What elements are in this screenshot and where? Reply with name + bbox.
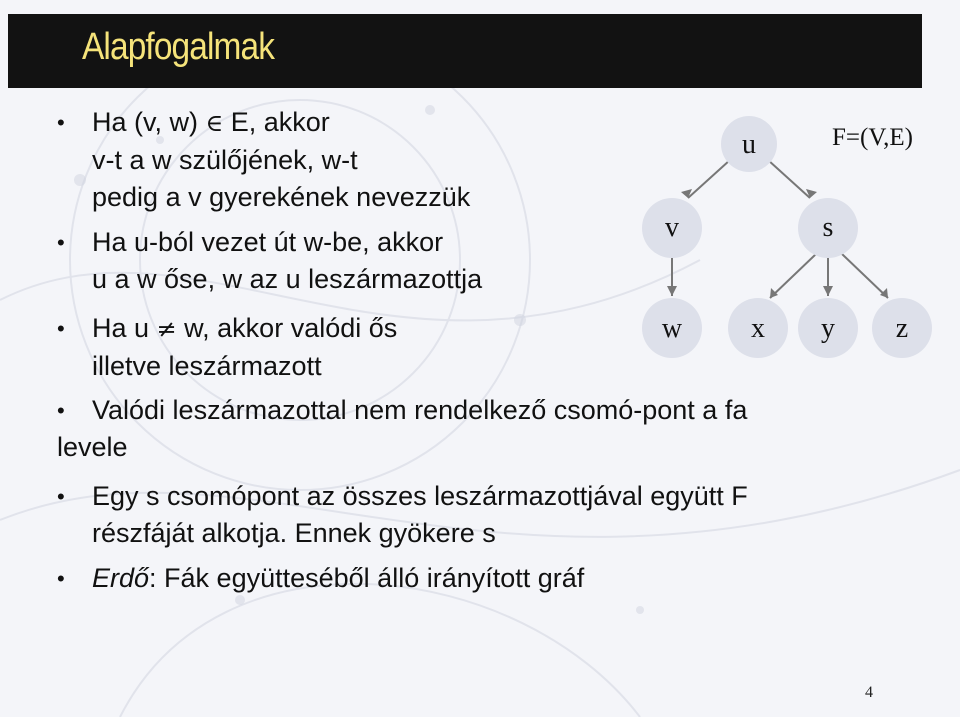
node-label-x: x [751, 313, 765, 344]
text-fragment: E, akkor [223, 107, 330, 137]
slide-title: Alapfogalmak [82, 26, 275, 68]
element-of-symbol: ∈ [205, 109, 224, 137]
bullet-line: Ha u-ból vezet út w-be, akkor [92, 227, 444, 257]
bullet-item [57, 310, 398, 385]
bullet-line: részfáját alkotja. Ennek gyökere s [92, 518, 496, 548]
edge-s-z [842, 254, 888, 298]
edge-s-x [770, 254, 816, 298]
bullet-line: levele [57, 432, 128, 462]
text-fragment: Ha u [92, 313, 157, 343]
bullet-item [57, 560, 585, 597]
bullet-item [57, 392, 748, 466]
bullet-item [57, 478, 748, 552]
page-number: 4 [865, 684, 873, 701]
bullet-dot-icon: • [57, 566, 65, 591]
arrowheads [667, 189, 888, 298]
graph-label: F=(V,E) [832, 124, 914, 151]
bullet-line: v-t a w szülőjének, w-t [92, 145, 358, 175]
bullet-item [57, 224, 483, 298]
bullet-dot-icon: • [57, 110, 65, 135]
tree-diagram [620, 112, 950, 382]
bullet-item [57, 104, 471, 216]
node-label-u: u [742, 129, 756, 160]
bullet-dot-icon: • [57, 484, 65, 509]
title-bar [8, 14, 922, 88]
text-fragment: : Fák együtteséből álló irányított gráf [149, 563, 585, 593]
node-label-w: w [661, 313, 683, 344]
node-label-s: s [822, 212, 834, 243]
bullet-dot-icon: • [57, 398, 65, 423]
nodes [642, 116, 932, 358]
bullet-line: pedig a v gyerekének nevezzük [92, 182, 471, 212]
edge-u-v [688, 160, 730, 198]
bullet-line: u a w őse, w az u leszármazottja [92, 264, 483, 294]
term-erdo: Erdő [92, 563, 150, 593]
text-fragment: w, akkor valódi ős [176, 313, 398, 343]
bullet-line: Valódi leszármazottal nem rendelkező csomó-pont a fa [92, 395, 748, 425]
text-fragment: Ha (v, w) [92, 107, 206, 137]
not-equal-symbol: ≠ [156, 315, 177, 343]
node-label-y: y [821, 313, 835, 344]
edge-u-s [768, 160, 810, 198]
bullet-dot-icon: • [57, 316, 65, 341]
bullet-dot-icon: • [57, 230, 65, 255]
node-label-v: v [665, 212, 679, 243]
node-label-z: z [895, 313, 909, 344]
bullet-line: illetve leszármazott [92, 351, 322, 381]
bullet-line: Egy s csomópont az összes leszármazottjával együtt F [92, 481, 748, 511]
